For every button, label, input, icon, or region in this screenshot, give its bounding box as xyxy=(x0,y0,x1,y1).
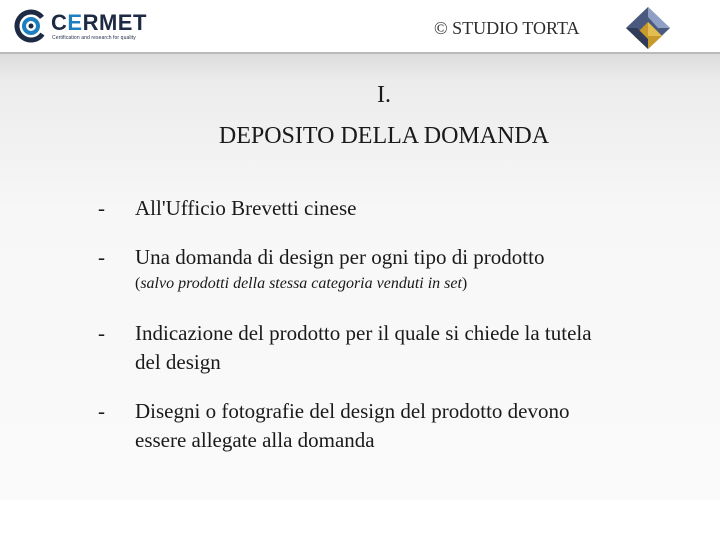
cermet-wordmark xyxy=(51,11,147,35)
cermet-logo xyxy=(14,8,147,44)
bullet-text-line: essere allegate alla domanda xyxy=(135,428,375,452)
footer-band xyxy=(0,500,720,540)
slide-title: DEPOSITO DELLA DOMANDA xyxy=(218,123,550,149)
section-number: I. xyxy=(377,82,391,108)
bullet-dash: - xyxy=(98,399,105,423)
note-text: salvo prodotti della stessa categoria venduti in set xyxy=(140,275,462,292)
note-close-paren: ) xyxy=(461,275,468,292)
bullet-text-line: Disegni o fotografie del design del prodotto devono xyxy=(135,399,570,423)
note-open-paren: ( xyxy=(135,275,141,292)
bullet-text-line: del design xyxy=(135,350,221,374)
studio-torta-brand: © STUDIO TORTA xyxy=(434,18,580,38)
cermet-logo-icon xyxy=(14,8,50,44)
bullet-note xyxy=(135,273,467,295)
bullet-dash: - xyxy=(98,196,105,220)
bullet-text: Una domanda di design per ogni tipo di prodotto xyxy=(135,245,545,269)
bullet-text xyxy=(135,319,592,377)
bullet-dash: - xyxy=(98,321,105,345)
bullet-text-line: Indicazione del prodotto per il quale si chiede la tutela xyxy=(135,321,592,345)
bullet-text xyxy=(135,397,570,455)
header xyxy=(0,0,720,52)
wordmark-e: E xyxy=(67,10,83,35)
diamond-logo-icon xyxy=(624,5,672,51)
bullet-text: All'Ufficio Brevetti cinese xyxy=(135,196,357,220)
cermet-tagline: Certification and research for quality xyxy=(52,35,136,41)
bullet-dash: - xyxy=(98,245,105,269)
wordmark-rmet: RMET xyxy=(82,10,147,35)
wordmark-c: C xyxy=(51,10,68,35)
